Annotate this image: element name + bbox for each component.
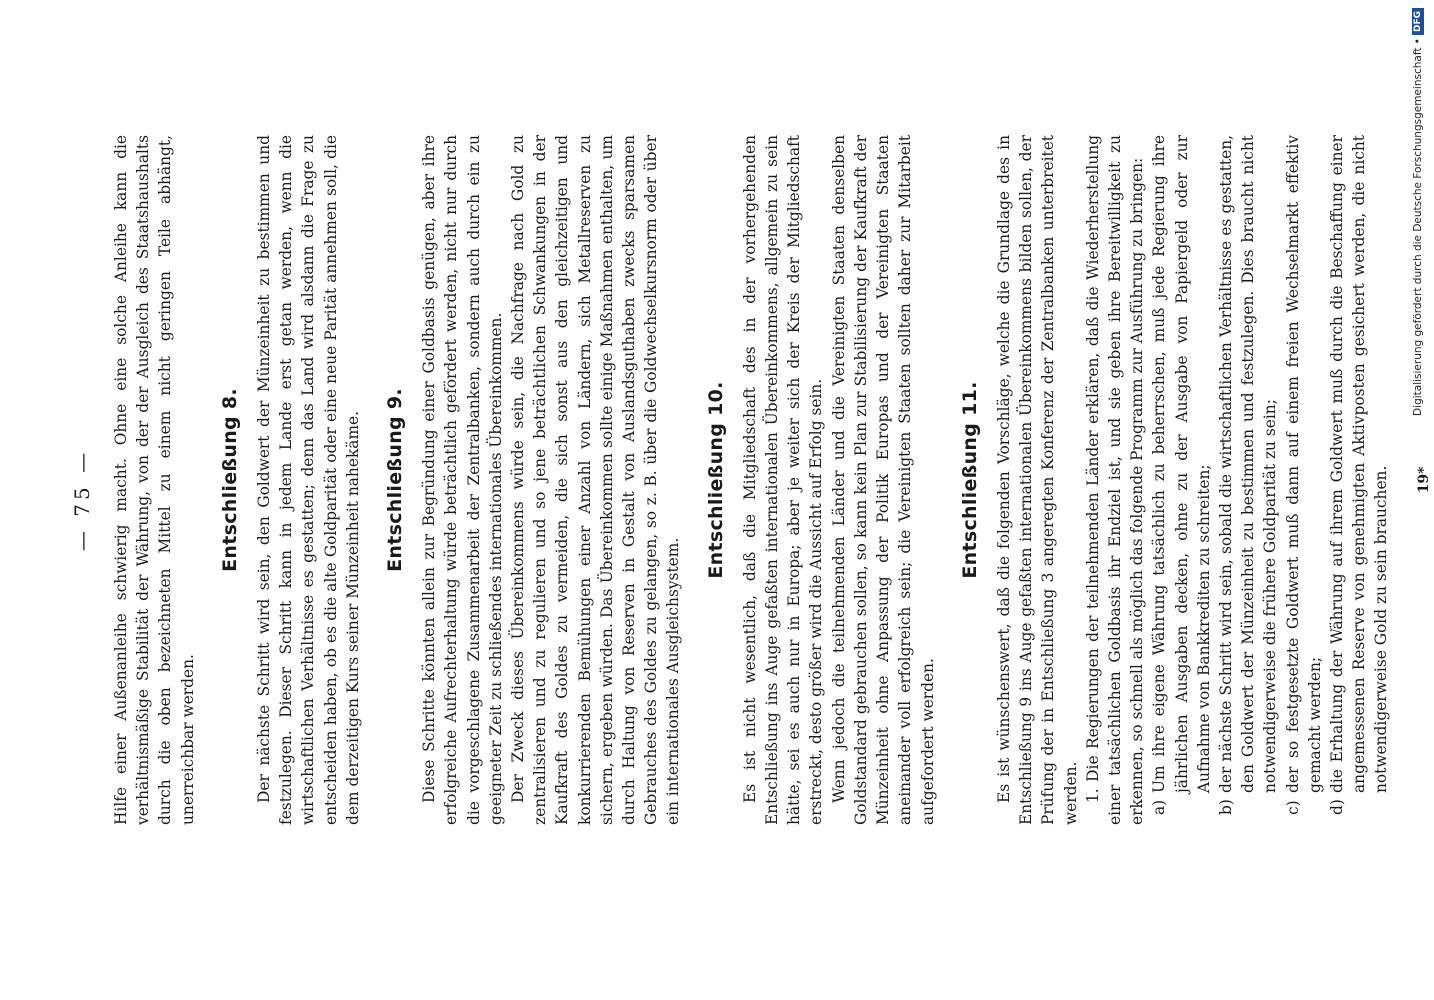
paragraph: Wenn jedoch die teilnehmenden Länder und die Vereinigten Staaten denselben Goldstandard gebrauchen sollen, so kann kein Plan zur Stabilisierung der Kaufkraft der Münzeinheit ohne Anpassung der Politik Europas und der Vereinigten Staaten aneinander voll erfolgreich sein; die Vereinigten Staaten sollten daher zur Mitarbeit aufgefordert werden. — [829, 135, 937, 825]
paragraph: Der nächste Schritt wird sein, den Goldwert der Münzeinheit zu bestimmen und festzulegen. Dieser Schritt kann in jedem Lande erst getan werden, wenn die wirtschaftlichen Verhältnisse es gestatten; denn das Land wird alsdann die Frage zu entscheiden haben, ob es die alte Goldparität oder eine neue Parität annehmen soll, die dem derzeitigen Kurs seiner Münzeinheit nahekäme. — [255, 135, 362, 825]
paragraph: 1. Die Regierungen der teilnehmenden Länder erklären, daß die Wiederherstellung einer tatsächlichen Goldbasis ihr Endziel ist, und sie geben ihre Bereitwilligkeit zu erkennen, so schnell als möglich das folgende Programm zur Ausführung zu bringen: — [1083, 135, 1147, 825]
section-title: Entschließung 11. — [958, 381, 981, 579]
list-marker: c) — [1283, 800, 1302, 815]
paragraph: Es ist nicht wesentlich, daß die Mitgliedschaft des in der vorhergehenden Entschließung ins Auge gefaßten internationalen Übereinkommens, allgemein zu sein hätte, sei es auch nur in Europa; aber je weiter sich der Kreis der Mitgliedschaft erstreckt, desto größer wird die Aussicht auf Erfolg sein. — [740, 135, 826, 825]
paragraph: Es ist wünschenswert, daß die folgenden Vorschläge, welche die Grundlage des in Entschließung 9 ins Auge gefaßten internationalen Übereinkommens bilden sollen, der Prüfung der in Entschließung 3 angeregten Konferenz der Zentralbanken unterbreitet werden. — [994, 135, 1080, 825]
section-title: Entschließung 10. — [704, 381, 727, 579]
signature-mark: 19* — [1415, 466, 1432, 494]
section-resolution-11 — [959, 135, 1393, 825]
list-text: der so festgesetzte Goldwert muß dann auf einem freien Wechselmarkt effektiv gemacht werden; — [1283, 135, 1324, 793]
list-marker: a) — [1150, 799, 1169, 815]
list-item — [1282, 135, 1326, 825]
section-resolution-8 — [219, 135, 364, 825]
digitization-credit — [1410, 8, 1426, 416]
credit-text: Digitalisierung gefördert durch die Deutsche Forschungsgemeinschaft • — [1412, 38, 1424, 416]
section-title: Entschließung 8. — [218, 388, 241, 572]
program-list — [1148, 135, 1392, 825]
page-number: — 75 — — [70, 448, 94, 552]
list-item — [1148, 135, 1215, 825]
section-resolution-10 — [705, 135, 939, 825]
section-resolution-9 — [384, 135, 685, 825]
list-item — [1215, 135, 1282, 825]
dfg-logo: DFG — [1412, 8, 1424, 35]
list-marker: b) — [1216, 799, 1235, 815]
list-text: die Erhaltung der Währung auf ihrem Goldwert muß durch die Beschaffung einer angemessenen Reserve von genehmigten Aktivposten gesichert werden, die nicht notwendigerweise Gold zu sein brauchen. — [1327, 135, 1391, 793]
list-marker: d) — [1327, 799, 1346, 815]
intro-paragraph: Hilfe einer Außenanleihe schwierig macht. Ohne eine solche Anleihe kann die verhältnismäßige Stabilität der Währung, von der der Ausgleich des Staatshaushalts durch die oben bezeichneten Mittel zu einem nicht geringen Teile abhängt, unerreichbar werden. — [112, 135, 197, 825]
list-text: Um ihre eigene Währung tatsächlich zu beherrschen, muß jede Regierung ihre jährlichen Ausgaben decken, ohne zu der Ausgabe von Papiergeld oder zur Aufnahme von Bankkrediten zu schreiten; — [1150, 135, 1213, 793]
section-title: Entschließung 9. — [384, 388, 407, 572]
list-text: der nächste Schritt wird sein, sobald die wirtschaftlichen Verhältnisse es gestatten, den Goldwert der Münzeinheit zu bestimmen und festzulegen. Dies braucht nicht notwendigerweise die frühere Goldparität zu sein; — [1216, 135, 1280, 793]
list-item — [1326, 135, 1393, 825]
paragraph: Der Zweck dieses Übereinkommens würde sein, die Nachfrage nach Gold zu zentralisieren und zu regulieren und so jene beträchtlichen Schwankungen in der Kaufkraft des Goldes zu vermeiden, die sich sonst aus den gleichzeitigen und konkurrierenden Bemühungen einer Anzahl von Ländern, sich Metallreserven zu sichern, ergeben würden. Das Übereinkommen sollte einige Maßnahmen enthalten, um durch Haltung von Reserven in Gestalt von Auslandsguthaben zwecks sparsamen Gebrauches des Goldes zu gelangen, so z. B. über die Goldwechselkursnorm oder über ein internationales Ausgleichsystem. — [509, 135, 683, 825]
page-body — [110, 135, 1434, 825]
paragraph: Diese Schritte könnten allein zur Begründung einer Goldbasis genügen, aber ihre erfolgreiche Aufrechterhaltung würde beträchtlich gefördert werden, nicht nur durch die vorgeschlagene Zusammenarbeit der Zentralbanken, sondern auch durch ein zu geeigneter Zeit zu schließendes internationales Übereinkommen. — [420, 135, 505, 825]
